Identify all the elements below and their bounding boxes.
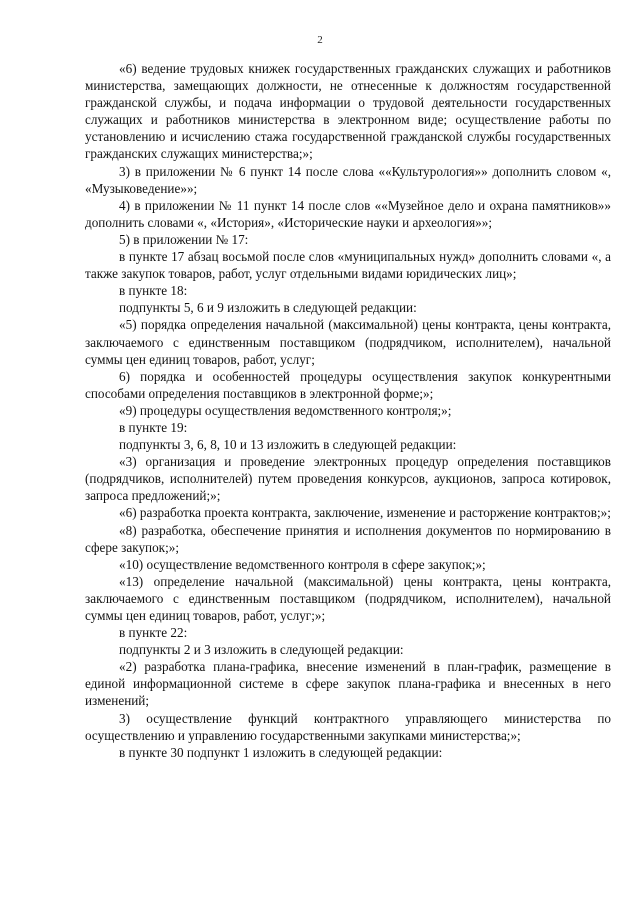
paragraph-appendix-6: 3) в приложении № 6 пункт 14 после слова ««Культурология»» дополнить словом «, «Музыковедение»»;: [85, 163, 611, 196]
paragraph-subpoint-3-manager: 3) осуществление функций контрактного управляющего министерства по осуществлению и управлению государственными закупками министерства;»;: [85, 710, 611, 743]
page-number: 2: [317, 34, 323, 46]
paragraph-subpoint-10: «10) осуществление ведомственного контроля в сфере закупок;»;: [119, 556, 486, 572]
paragraph-appendix-11: 4) в приложении № 11 пункт 14 после слов ««Музейное дело и охрана памятников»» дополнить словами «, «История», «Исторические науки и археология»»;: [85, 197, 611, 230]
paragraph-point-18-intro: подпункты 5, 6 и 9 изложить в следующей редакции:: [119, 300, 417, 316]
paragraph-subpoint-2-plan: «2) разработка плана-графика, внесение изменений в план-график, размещение в единой информационной системе в сфере закупок плана-графика и внесенных в него изменений;: [85, 659, 611, 709]
paragraph-point-18-heading: в пункте 18:: [119, 283, 188, 299]
paragraph-point-22-intro: подпункты 2 и 3 изложить в следующей редакции:: [119, 642, 404, 658]
paragraph-6-labor-books: «6) ведение трудовых книжек государственных гражданских служащих и работников министерства, замещающих должности, не отнесенные к должностям государственной гражданской службы, и подача информации о трудовой деятельности государственных служащих и работников министерства в электронном виде; осуществление работы по установлению и исчислению стажа государственной гражданской службы государственных гражданских служащих министерства;»;: [85, 61, 611, 162]
paragraph-point-19-heading: в пункте 19:: [119, 419, 188, 435]
paragraph-point-30: в пункте 30 подпункт 1 изложить в следующей редакции:: [119, 744, 443, 760]
paragraph-subpoint-8: «8) разработка, обеспечение принятия и исполнения документов по нормированию в сфере закупок;»;: [85, 522, 611, 555]
paragraph-subpoint-6: 6) порядка и особенностей процедуры осуществления закупок конкурентными способами определения поставщиков в электронной форме;»;: [85, 368, 611, 401]
paragraph-subpoint-5: «5) порядка определения начальной (максимальной) цены контракта, цены контракта, заключаемого с единственным поставщиком (подрядчиком, исполнителем), начальной суммы цен единиц товаров, работ, услуг;: [85, 317, 611, 367]
paragraph-subpoint-9: «9) процедуры осуществления ведомственного контроля;»;: [119, 402, 452, 418]
paragraph-subpoint-13: «13) определение начальной (максимальной) цены контракта, цены контракта, заключаемого с единственным поставщиком (подрядчиком, исполнителем), начальной суммы цен единиц товаров, работ, услуг;»;: [85, 573, 611, 623]
document-body: [85, 60, 611, 761]
paragraph-point-22-heading: в пункте 22:: [119, 625, 188, 641]
paragraph-appendix-17: 5) в приложении № 17:: [119, 231, 249, 247]
paragraph-point-19-intro: подпункты 3, 6, 8, 10 и 13 изложить в следующей редакции:: [119, 437, 457, 453]
paragraph-point-17: в пункте 17 абзац восьмой после слов «муниципальных нужд» дополнить словами «, а также закупок товаров, работ, услуг отдельными видами юридических лиц»;: [85, 249, 611, 282]
paragraph-subpoint-6-contracts: «6) разработка проекта контракта, заключение, изменение и расторжение контрактов;»;: [119, 505, 611, 521]
paragraph-subpoint-3: «3) организация и проведение электронных процедур определения поставщиков (подрядчиков, исполнителей) путем проведения конкурсов, аукционов, запроса котировок, запроса предложений;»;: [85, 454, 611, 504]
